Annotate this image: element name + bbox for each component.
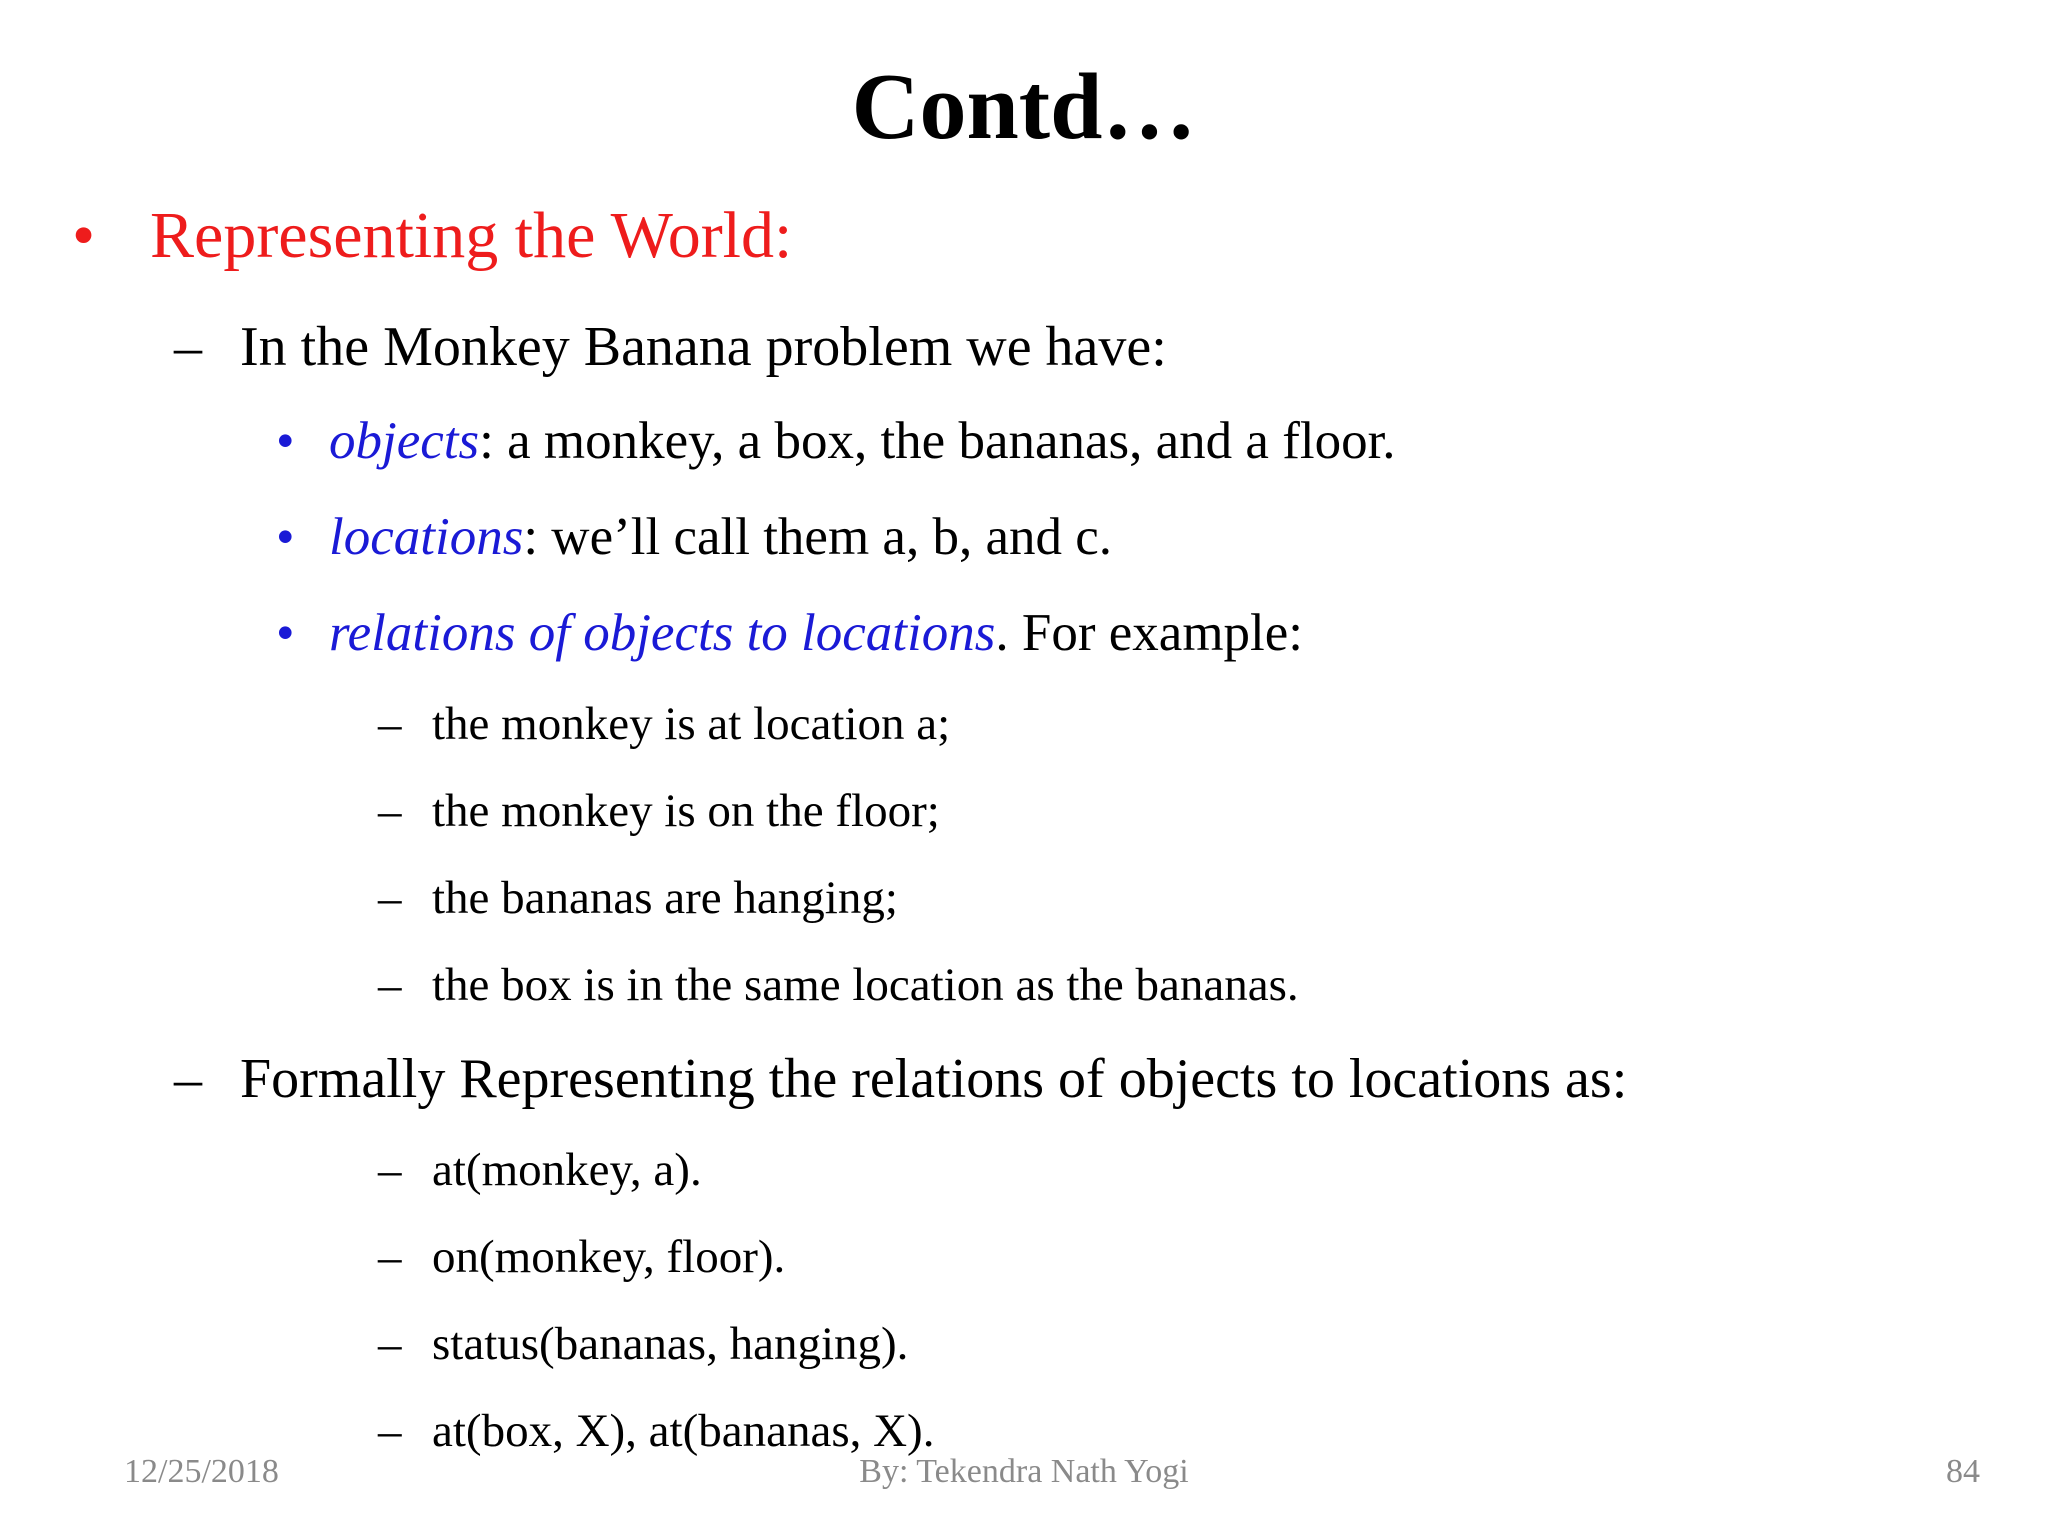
formula-text: at(box, X), at(bananas, X). bbox=[432, 1405, 935, 1457]
item-rest: : a monkey, a box, the bananas, and a floor. bbox=[479, 412, 1396, 470]
item-term: relations of objects to locations bbox=[329, 604, 996, 662]
heading-text: Representing the World: bbox=[150, 199, 793, 272]
formula-dash: – bbox=[378, 1318, 402, 1370]
item-content bbox=[329, 504, 1112, 570]
example-text: the box is in the same location as the bananas. bbox=[432, 959, 1299, 1011]
example-text: the bananas are hanging; bbox=[432, 872, 898, 924]
example-dash: – bbox=[378, 959, 402, 1011]
example-text: the monkey is on the floor; bbox=[432, 785, 940, 837]
example-dash: – bbox=[378, 698, 402, 750]
section1-text: In the Monkey Banana problem we have: bbox=[240, 316, 1167, 378]
item-content bbox=[329, 408, 1396, 474]
item-term: locations bbox=[329, 508, 524, 566]
formula-text: at(monkey, a). bbox=[432, 1144, 702, 1196]
item-bullet: • bbox=[276, 412, 295, 470]
section2-text: Formally Representing the relations of objects to locations as: bbox=[240, 1048, 1628, 1110]
item-term: objects bbox=[329, 412, 480, 470]
item-content bbox=[329, 600, 1303, 666]
footer-page-number: 84 bbox=[1946, 1453, 1980, 1490]
item-bullet: • bbox=[276, 604, 295, 662]
example-text: the monkey is at location a; bbox=[432, 698, 951, 750]
item-rest: . For example: bbox=[995, 604, 1304, 662]
formula-text: status(bananas, hanging). bbox=[432, 1318, 909, 1370]
section2-dash: – bbox=[174, 1048, 202, 1110]
item-bullet: • bbox=[276, 508, 295, 566]
example-dash: – bbox=[378, 872, 402, 924]
formula-dash: – bbox=[378, 1231, 402, 1283]
section1-dash: – bbox=[174, 316, 202, 378]
formula-dash: – bbox=[378, 1144, 402, 1196]
footer-date: 12/25/2018 bbox=[124, 1453, 279, 1490]
formula-dash: – bbox=[378, 1405, 402, 1457]
formula-text: on(monkey, floor). bbox=[432, 1231, 786, 1283]
footer-author: By: Tekendra Nath Yogi bbox=[859, 1453, 1189, 1490]
item-rest: : we’ll call them a, b, and c. bbox=[523, 508, 1112, 566]
slide-title: Contd… bbox=[851, 55, 1197, 159]
example-dash: – bbox=[378, 785, 402, 837]
heading-bullet: • bbox=[72, 199, 96, 272]
